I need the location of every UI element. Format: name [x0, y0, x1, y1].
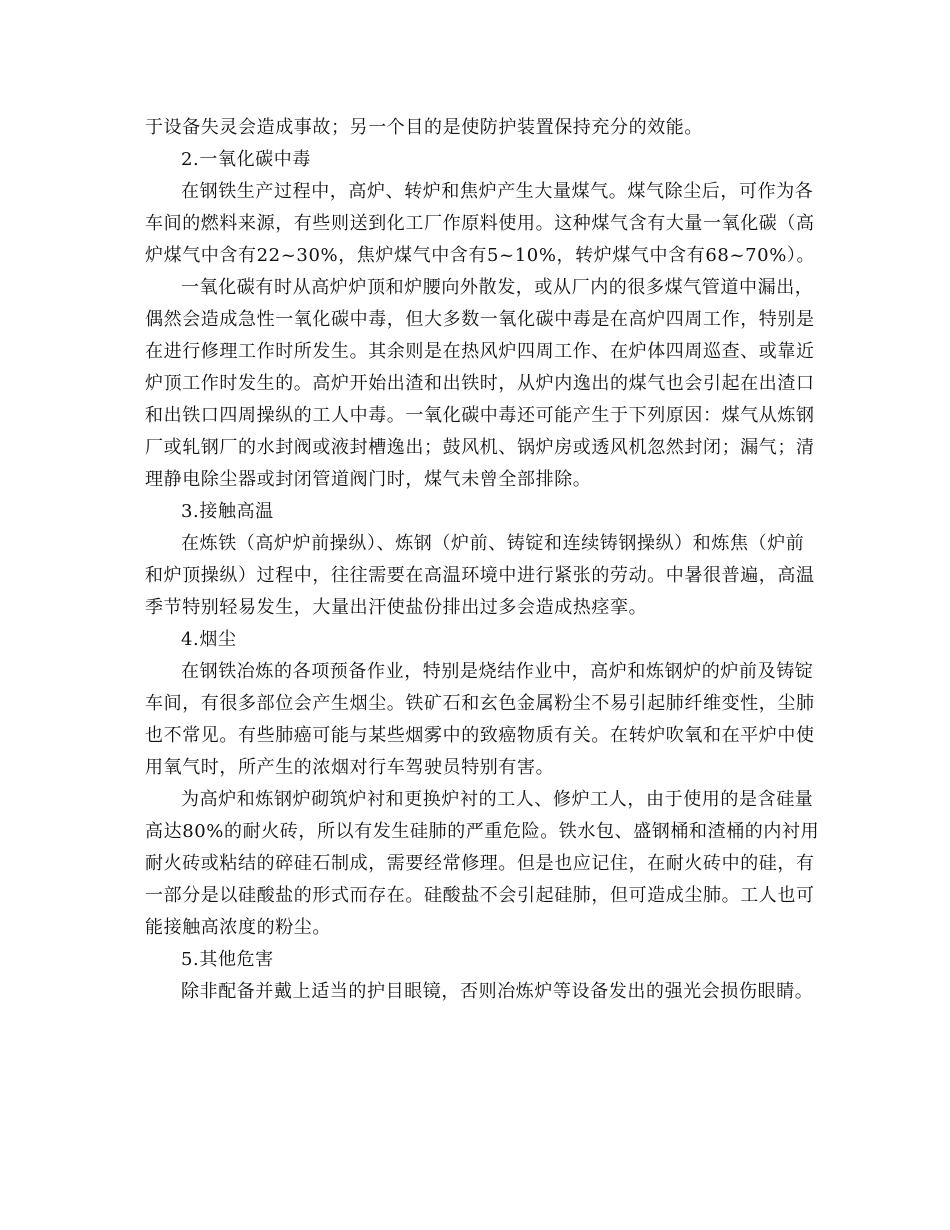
- text-line: 5.其他危害: [181, 949, 274, 970]
- text-line: 在进行修理工作时所发生。其余则是在热风炉四周工作、在炉体四周巡查、或靠近: [145, 341, 815, 362]
- text-line: 用氧气时，所产生的浓烟对行车驾驶员特别有害。: [145, 757, 555, 778]
- text-line: 和炉顶操纵）过程中，往往需要在高温环境中进行紧张的劳动。中暑很普遍，高温: [145, 565, 815, 586]
- text-line: 耐火砖或粘结的碎硅石制成，需要经常修理。但是也应记住，在耐火砖中的硅，有: [145, 853, 815, 874]
- text-line: 在钢铁冶炼的各项预备作业，特别是烧结作业中，高炉和炼钢炉的炉前及铸锭: [181, 661, 814, 682]
- text-line: 高达80%的耐火砖，所以有发生硅肺的严重危险。铁水包、盛钢桶和渣桶的内衬用: [145, 821, 820, 842]
- text-line: 能接触高浓度的粉尘。: [145, 917, 331, 938]
- text-line: 偶然会造成急性一氧化碳中毒，但大多数一氧化碳中毒是在高炉四周工作，特别是: [145, 309, 815, 330]
- text-line: 在钢铁生产过程中，高炉、转炉和焦炉产生大量煤气。煤气除尘后，可作为各: [181, 181, 814, 202]
- text-line: 车间的燃料来源，有些则送到化工厂作原料使用。这种煤气含有大量一氧化碳（高: [145, 213, 815, 234]
- text-line: 2.一氧化碳中毒: [181, 149, 311, 170]
- text-line: 和出铁口四周操纵的工人中毒。一氧化碳中毒还可能产生于下列原因：煤气从炼钢: [145, 405, 815, 426]
- document-page: [145, 112, 820, 1008]
- text-line: 3.接触高温: [181, 501, 274, 522]
- text-line: 理静电除尘器或封闭管道阀门时，煤气未曾全部排除。: [145, 469, 592, 490]
- text-line: 炉煤气中含有22~30%，焦炉煤气中含有5~10%，转炉煤气中含有68~70%）。: [145, 245, 816, 266]
- text-line: 车间，有很多部位会产生烟尘。铁矿石和玄色金属粉尘不易引起肺纤维变性，尘肺: [145, 693, 815, 714]
- text-line: 厂或轧钢厂的水封阀或液封槽逸出；鼓风机、锅炉房或透风机忽然封闭；漏气；清: [145, 437, 815, 458]
- text-line: 4.烟尘: [181, 629, 237, 650]
- text-line: 炉顶工作时发生的。高炉开始出渣和出铁时，从炉内逸出的煤气也会引起在出渣口: [145, 373, 815, 394]
- text-line: 于设备失灵会造成事故；另一个目的是使防护装置保持充分的效能。: [145, 117, 703, 138]
- text-line: 也不常见。有些肺癌可能与某些烟雾中的致癌物质有关。在转炉吹氧和在平炉中使: [145, 725, 815, 746]
- text-line: 一氧化碳有时从高炉炉顶和炉腰向外散发，或从厂内的很多煤气管道中漏出，: [181, 277, 814, 298]
- text-line: 为高炉和炼钢炉砌筑炉衬和更换炉衬的工人、修炉工人，由于使用的是含硅量: [181, 789, 814, 810]
- text-line: 在炼铁（高炉炉前操纵）、炼钢（炉前、铸锭和连续铸钢操纵）和炼焦（炉前: [181, 533, 805, 554]
- text-line: 季节特别轻易发生，大量出汗使盐份排出过多会造成热痉挛。: [145, 597, 648, 618]
- text-line: 除非配备并戴上适当的护目眼镜，否则冶炼炉等设备发出的强光会损伤眼睛。: [181, 981, 814, 1002]
- text-line: 一部分是以硅酸盐的形式而存在。硅酸盐不会引起硅肺，但可造成尘肺。工人也可: [145, 885, 815, 906]
